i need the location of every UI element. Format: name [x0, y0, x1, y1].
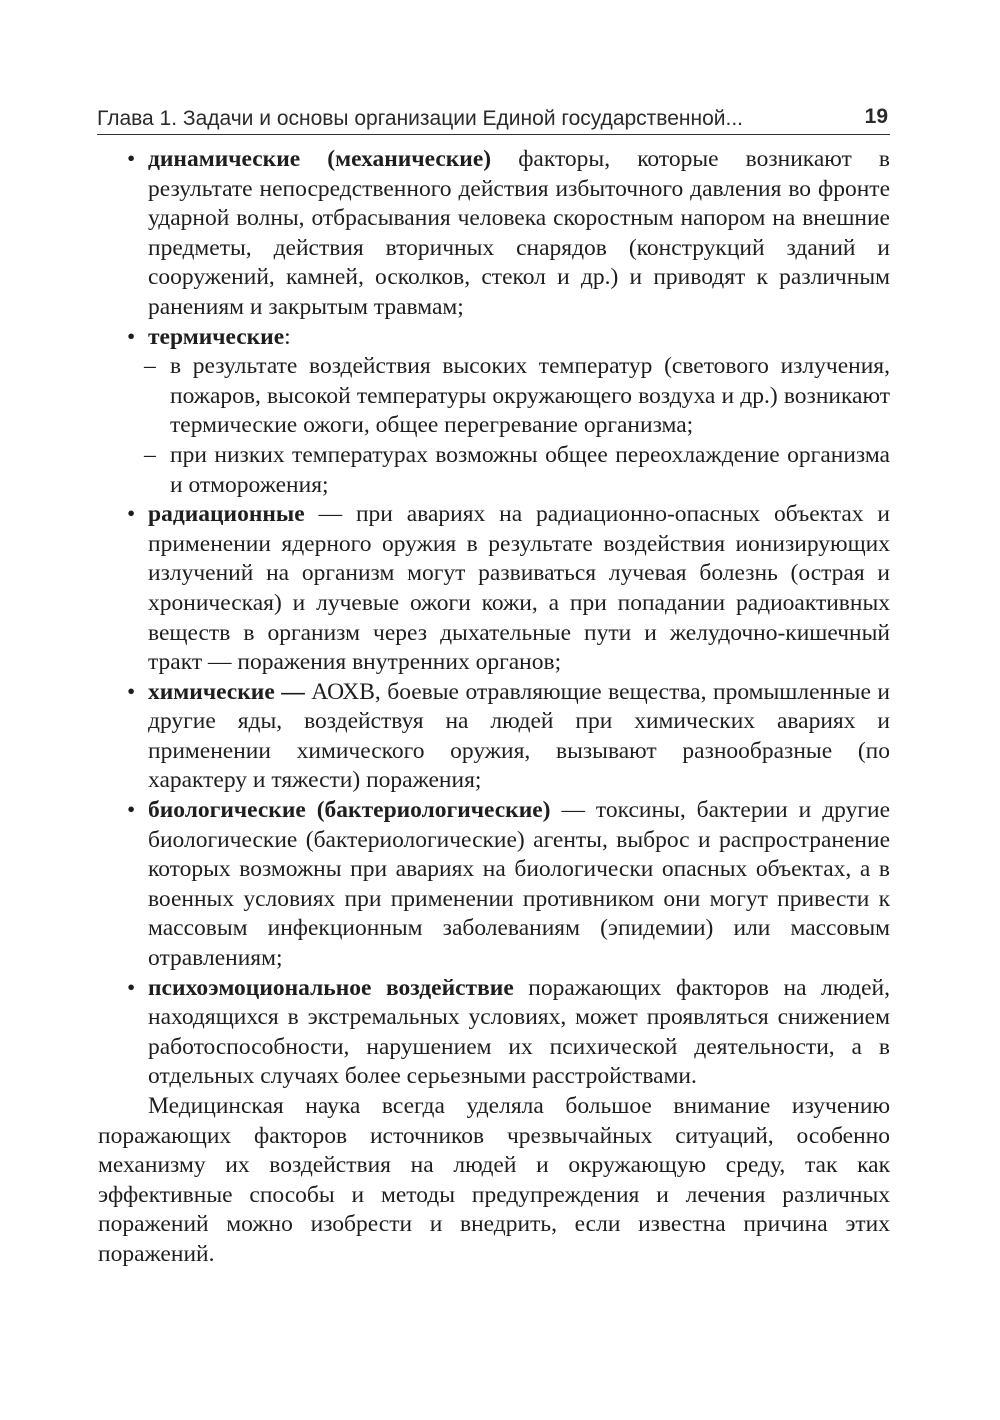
- item-text-chemical: АОХВ, боевые отравляющие вещества, промышленные и другие яды, воздействуя на людей при химических авариях и применении химического оружия, вызывают разнообразные (по характеру и тяжести) поражения;: [148, 678, 890, 794]
- item-text-radiation: — при авариях на радиационно-опасных объектах и применении ядерного оружия в результате воздействия ионизирующих излучений на организм могут развиваться лучевая болезнь (острая и хроническая) и лучевые ожоги кожи, а при попадании радиоактивных веществ в организм через дыхательные пути и желудочно-кишечный тракт — поражения внутренних органов;: [148, 501, 890, 676]
- dash-icon: –: [144, 441, 156, 468]
- bullet-icon: •: [127, 146, 136, 172]
- item-text-dynamic: факторы, которые возникают в результате непосредственного действия избыточного давления во фронте ударной волны, отбрасывания человека скоростным напором на внешние предметы, действия вторичных снарядов (конструкций зданий и сооружений, камней, осколков, стекол и др.) и приводят к различным ранениям и закрытым травмам;: [148, 146, 890, 320]
- item-text-thermal: :: [284, 323, 291, 350]
- list-item-psycho-emotional: [98, 974, 890, 1092]
- sublist-item-low-temperature: [98, 441, 890, 500]
- term-radiation: радиационные: [148, 501, 305, 528]
- sublist-item-high-temperature: [98, 352, 890, 441]
- dash-icon: –: [144, 353, 156, 380]
- bullet-icon: •: [127, 323, 136, 350]
- list-item-dynamic: [98, 145, 890, 323]
- item-text-biological: — токсины, бактерии и другие биологические (бактериологические) агенты, выброс и распространение которых возможны при авариях на биологически опасных объектах, а в военных условиях при применении противником они могут привести к массовым инфекционным заболеваниям (эпидемии) или массовым отравлениям;: [148, 797, 890, 972]
- term-thermal: термические: [148, 323, 285, 350]
- bullet-icon: •: [127, 678, 136, 705]
- item-text-psycho-emotional: поражающих факторов на людей, находящихся в экстремальных условиях, может проявляться снижением работоспособности, нарушением их психической деятельности, а в отдельных случаях более серьезными расстройствами.: [148, 974, 890, 1090]
- bullet-icon: •: [127, 974, 136, 1001]
- page-number: 19: [864, 105, 888, 128]
- bullet-icon: •: [127, 501, 136, 528]
- bullet-icon: •: [127, 797, 136, 824]
- list-item-thermal: [98, 323, 890, 353]
- page-body: [98, 145, 890, 1270]
- chapter-title: Глава 1. Задачи и основы организации Единой государственной...: [97, 107, 743, 130]
- list-item-radiation: [98, 500, 890, 678]
- term-psycho-emotional: психоэмоциональное воздействие: [148, 974, 514, 1001]
- running-header: [97, 104, 890, 135]
- list-item-biological: [98, 796, 890, 974]
- subitem-text-high-temperature: в результате воздействия высоких температур (светового излучения, пожаров, высокой температуры окружающего воздуха и др.) возникают термические ожоги, общее перегревание организма;: [170, 353, 890, 439]
- closing-paragraph: Медицинская наука всегда уделяла большое внимание изучению поражающих факторов источников чрезвычайных ситуаций, особенно механизму их воздействия на людей и окружающую среду, так как эффективные способы и методы предупреждения и лечения различных поражений можно изобрести и внедрить, если известна причина этих поражений.: [98, 1093, 890, 1267]
- term-dynamic: динамические (механические): [148, 146, 492, 172]
- term-chemical: химические —: [148, 678, 305, 705]
- term-biological: биологические (бактериологические): [148, 797, 551, 824]
- list-item-chemical: [98, 678, 890, 796]
- subitem-text-low-temperature: при низких температурах возможны общее переохлаждение организма и отморожения;: [170, 441, 890, 498]
